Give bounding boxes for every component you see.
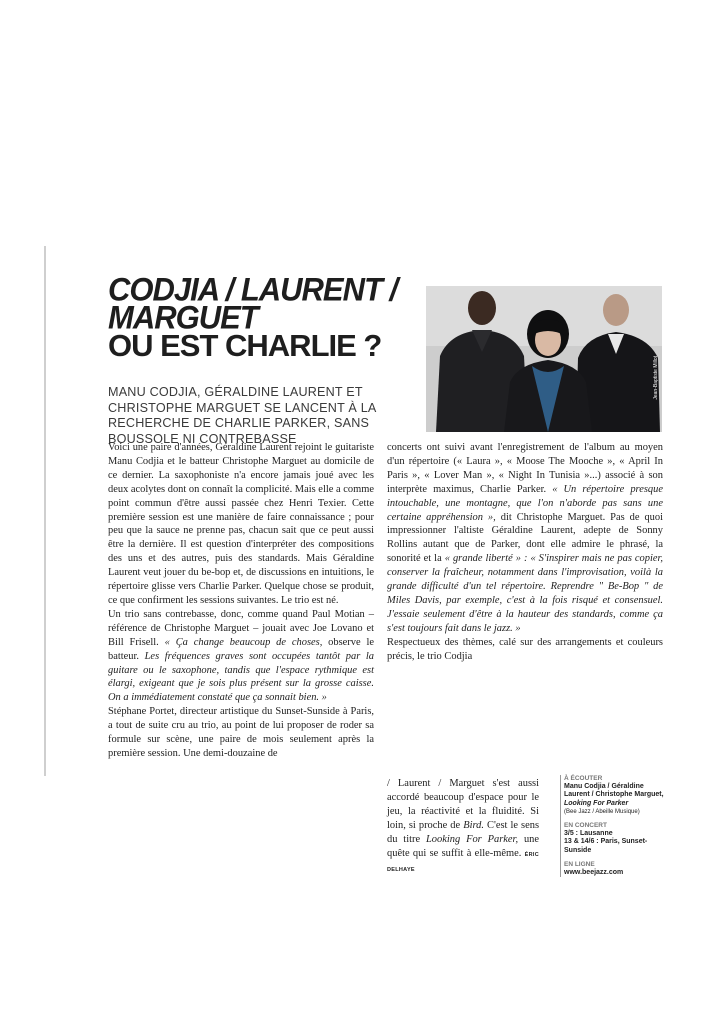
quote: Les fréquences graves sont occupées tantôt par la guitare ou le saxophone, tandis que l'espace rythmique est élargi, exigeant que je sois plus présent sur la grosse caisse. On a immédiatement constaté que ça sonnait bien. » xyxy=(108,650,374,704)
column-2 xyxy=(387,441,663,664)
column-2-bottom xyxy=(387,777,539,878)
trio-photo xyxy=(426,286,662,432)
bird-ref: Bird. xyxy=(463,819,484,831)
text-run: C'est le sens du titre xyxy=(387,819,540,845)
text-run: / Laurent / Marguet s'est aussi accordé beaucoup d'espace pour le jeu, la réactivité et la fluidité. Si loin, si proche de xyxy=(387,778,539,831)
info-sidebar xyxy=(560,775,668,877)
paragraph xyxy=(387,441,663,636)
text-run: dit Christophe Marguet. Pas de quoi impressionner l'altiste Géraldine Laurent, adepte de Sonny Rollins autant que de Parker, dont elle admire le phrasé, la sonorité et la xyxy=(387,511,663,565)
paragraph: Voici une paire d'années, Géraldine Laurent rejoint le guitariste Manu Codjia et le batteur Christophe Marguet au domicile de ce dernier. La saxophoniste n'a encore jamais joué avec les deux acolytes dont on connaît la complicité. Mais elle a comme point commun d'être aussi passée chez Henri Texier. Cette première session est une manière de faire connaissance ; pour peu que la sauce ne prenne pas, chacun sait que ce peut aussi être la dernière. Il est question d'interpréter des compositions des uns et des autres, puis des standards. Mais Géraldine Laurent veut jouer du be-bop et, de discussions en intuitions, le répertoire glisse vers Charlie Parker. Quelque chose se produit, ce que confirment les sessions suivantes. Le trio est né. xyxy=(108,442,374,606)
column-1 xyxy=(108,441,374,761)
listen-artists: Manu Codjia / Géraldine Laurent / Christophe Marguet, xyxy=(564,783,664,799)
title-line-2: MARGUET xyxy=(108,299,258,336)
scan-edge-line xyxy=(44,246,46,776)
listen-heading: À ÉCOUTER xyxy=(564,775,603,782)
concert-date-1: 3/5 : Lausanne xyxy=(564,830,613,838)
text-run: concerts ont suivi avant l'enregistrement de l'album au moyen d'un répertoire (« Laura », « Moose The Mooche », « April In Paris », « Lover Man », « Night In Tunisia »...) associé à son interprète maximus, Charlie Parker. xyxy=(387,442,663,495)
text-run: une quête qui se suffit à elle-même. xyxy=(387,833,540,859)
paragraph: Respectueux des thèmes, calé sur des arrangements et couleurs précis, le trio Codjia xyxy=(387,636,663,662)
concert-heading: EN CONCERT xyxy=(564,822,607,830)
paragraph: Stéphane Portet, directeur artistique du Sunset-Sunside à Paris, a tout de suite cru au trio, au point de lui proposer de roder sa formule sur scène, une paire de mois seulement après la première session. Une demi-douzaine de xyxy=(108,706,374,759)
title-line-3: OU EST CHARLIE ? xyxy=(108,328,382,363)
author-signature: ÉRIC DELHAYE xyxy=(387,851,540,874)
trio-photo-illustration xyxy=(426,286,662,432)
online-link[interactable]: www.beejazz.com xyxy=(564,869,624,877)
article-title xyxy=(108,271,438,363)
paragraph xyxy=(387,777,539,878)
listen-label: (Bee Jazz / Abeille Musique) xyxy=(564,808,640,815)
online-heading: EN LIGNE xyxy=(564,860,595,868)
quote: « grande liberté » : « S'inspirer mais ne pas copier, conserver la fraîcheur, notamment dans l'improvisation, voilà la grande difficulté d'un tel répertoire. Reprendre " Be-Bop " de Miles Davis, par exemple, c'est à la fois risqué et consensuel. J'essaie seulement d'être à la hauteur des standards, comme ça s'est toujours fait dans le jazz. » xyxy=(387,553,663,634)
quote: « Un répertoire presque intouchable, une montagne, que l'on n'aborde pas sans une certaine appréhension », xyxy=(387,483,663,523)
photo-credit: Jean-Baptiste Millot xyxy=(653,356,659,400)
listen-album: Looking For Parker xyxy=(564,799,629,807)
text-run: observe le batteur. xyxy=(108,636,375,662)
article-lead: MANU CODJIA, GÉRALDINE LAURENT ET CHRISTOPHE MARGUET SE LANCENT À LA RECHERCHE DE CHARLIE PARKER, SANS BOUSSOLE NI CONTREBASSE xyxy=(108,385,376,446)
paragraph xyxy=(108,608,374,705)
text-run: Un trio sans contrebasse, donc, comme quand Paul Motian – référence de Christophe Marguet – jouait avec Joe Lovano et Bill Frisell. xyxy=(108,608,374,648)
concert-date-2: 13 & 14/6 : Paris, Sunset-Sunside xyxy=(564,838,648,854)
title-line-1: CODJIA / LAURENT / xyxy=(108,271,398,308)
quote: « Ça change beaucoup de choses, xyxy=(164,636,323,648)
album-title: Looking For Parker, xyxy=(426,833,519,845)
